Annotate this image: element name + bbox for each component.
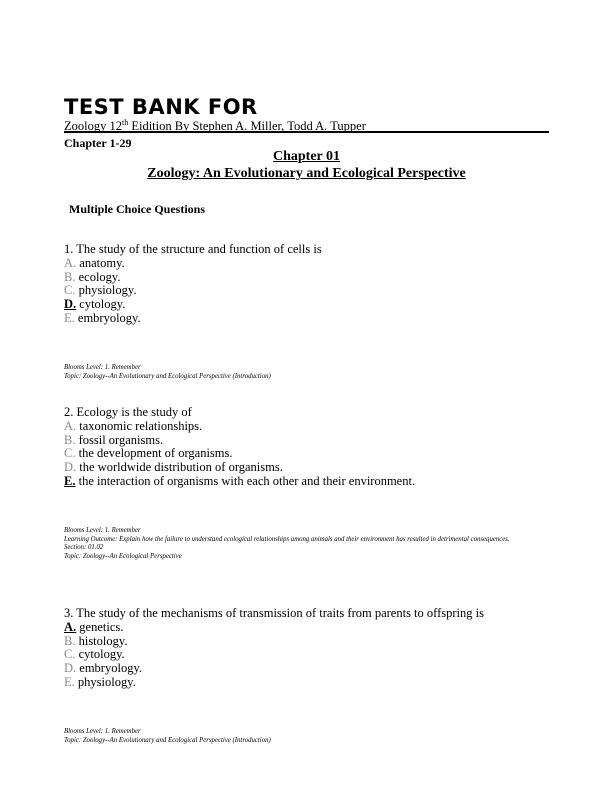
book-title-prefix: Zoology 12 — [64, 119, 122, 134]
meta-line: Blooms Level: 1. Remember — [64, 728, 141, 735]
option-c — [64, 648, 554, 662]
meta-line: Topic: Zoology--An Ecological Perspective — [64, 552, 182, 560]
option-c — [64, 284, 554, 298]
option-b — [64, 434, 554, 448]
meta-line: Topic: Zoology--An Evolutionary and Ecological Perspective (Introduction) — [64, 372, 271, 380]
option-letter: C. — [64, 283, 76, 298]
chapter-title: Zoology: An Evolutionary and Ecological Perspective — [147, 166, 466, 181]
chapter-number: Chapter 01 — [272, 149, 341, 164]
option-text: fossil organisms. — [75, 432, 164, 447]
question-1 — [64, 243, 554, 326]
option-letter: B. — [64, 633, 76, 648]
question-stem: 3. The study of the mechanisms of transmission of traits from parents to offspring is — [64, 606, 484, 620]
question-2-meta — [64, 527, 554, 561]
option-letter: A. — [64, 418, 77, 433]
option-text: the development of organisms. — [75, 446, 233, 461]
option-text: the interaction of organisms with each other and their environment. — [75, 473, 416, 488]
option-a-correct — [64, 621, 554, 635]
option-e — [64, 312, 554, 326]
option-letter: D. — [64, 661, 77, 676]
correct-option-letter: D. — [64, 297, 77, 312]
question-3-meta — [64, 728, 554, 745]
question-2 — [64, 406, 554, 489]
option-text: taxonomic relationships. — [76, 418, 203, 433]
option-letter: E. — [64, 674, 75, 689]
book-title-suffix: Eidition By Stephen A. Miller, Todd A. Tupper — [128, 119, 366, 134]
header-rule — [64, 131, 549, 133]
option-text: histology. — [75, 633, 128, 648]
section-heading: Multiple Choice Questions — [69, 202, 206, 216]
test-bank-banner: TEST BANK FOR — [64, 95, 258, 119]
chapter-range: Chapter 1-29 — [64, 136, 132, 150]
option-letter: A. — [64, 255, 77, 270]
option-text: anatomy. — [76, 255, 125, 270]
option-a — [64, 420, 554, 434]
meta-line: Topic: Zoology--An Evolutionary and Ecological Perspective (Introduction) — [64, 736, 271, 744]
option-letter: B. — [64, 269, 76, 284]
option-b — [64, 635, 554, 649]
meta-line: Blooms Level: 1. Remember — [64, 364, 141, 371]
option-text: embryology. — [74, 310, 141, 325]
edition-superscript: th — [121, 118, 129, 127]
question-1-meta — [64, 364, 554, 381]
option-text: physiology. — [75, 283, 137, 298]
question-3 — [64, 607, 554, 690]
option-text: cytology. — [75, 647, 125, 662]
option-d — [64, 461, 554, 475]
option-text: ecology. — [75, 269, 121, 284]
correct-option-letter: E. — [64, 473, 76, 488]
option-text: the worldwide distribution of organisms. — [76, 460, 283, 475]
correct-option-letter: A. — [64, 619, 77, 634]
option-c — [64, 447, 554, 461]
option-e — [64, 676, 554, 690]
meta-line: Section: 01.02 — [64, 544, 104, 551]
option-e-correct — [64, 475, 554, 489]
question-stem: 2. Ecology is the study of — [64, 405, 192, 419]
option-text: genetics. — [76, 619, 124, 634]
option-letter: D. — [64, 460, 77, 475]
option-text: embryology. — [76, 661, 143, 676]
meta-line: Blooms Level: 1. Remember — [64, 527, 141, 534]
option-a — [64, 257, 554, 271]
option-b — [64, 271, 554, 285]
option-text: physiology. — [74, 674, 136, 689]
option-d-correct — [64, 298, 554, 312]
question-stem: 1. The study of the structure and function of cells is — [64, 242, 322, 256]
option-letter: C. — [64, 647, 76, 662]
option-d — [64, 662, 554, 676]
option-letter: E. — [64, 310, 75, 325]
meta-line: Learning Outcome: Explain how the failure to understand ecological relationships among animals and their environment has resulted in detrimental consequences. — [64, 535, 510, 543]
option-letter: B. — [64, 432, 76, 447]
option-text: cytology. — [76, 297, 126, 312]
option-letter: C. — [64, 446, 76, 461]
